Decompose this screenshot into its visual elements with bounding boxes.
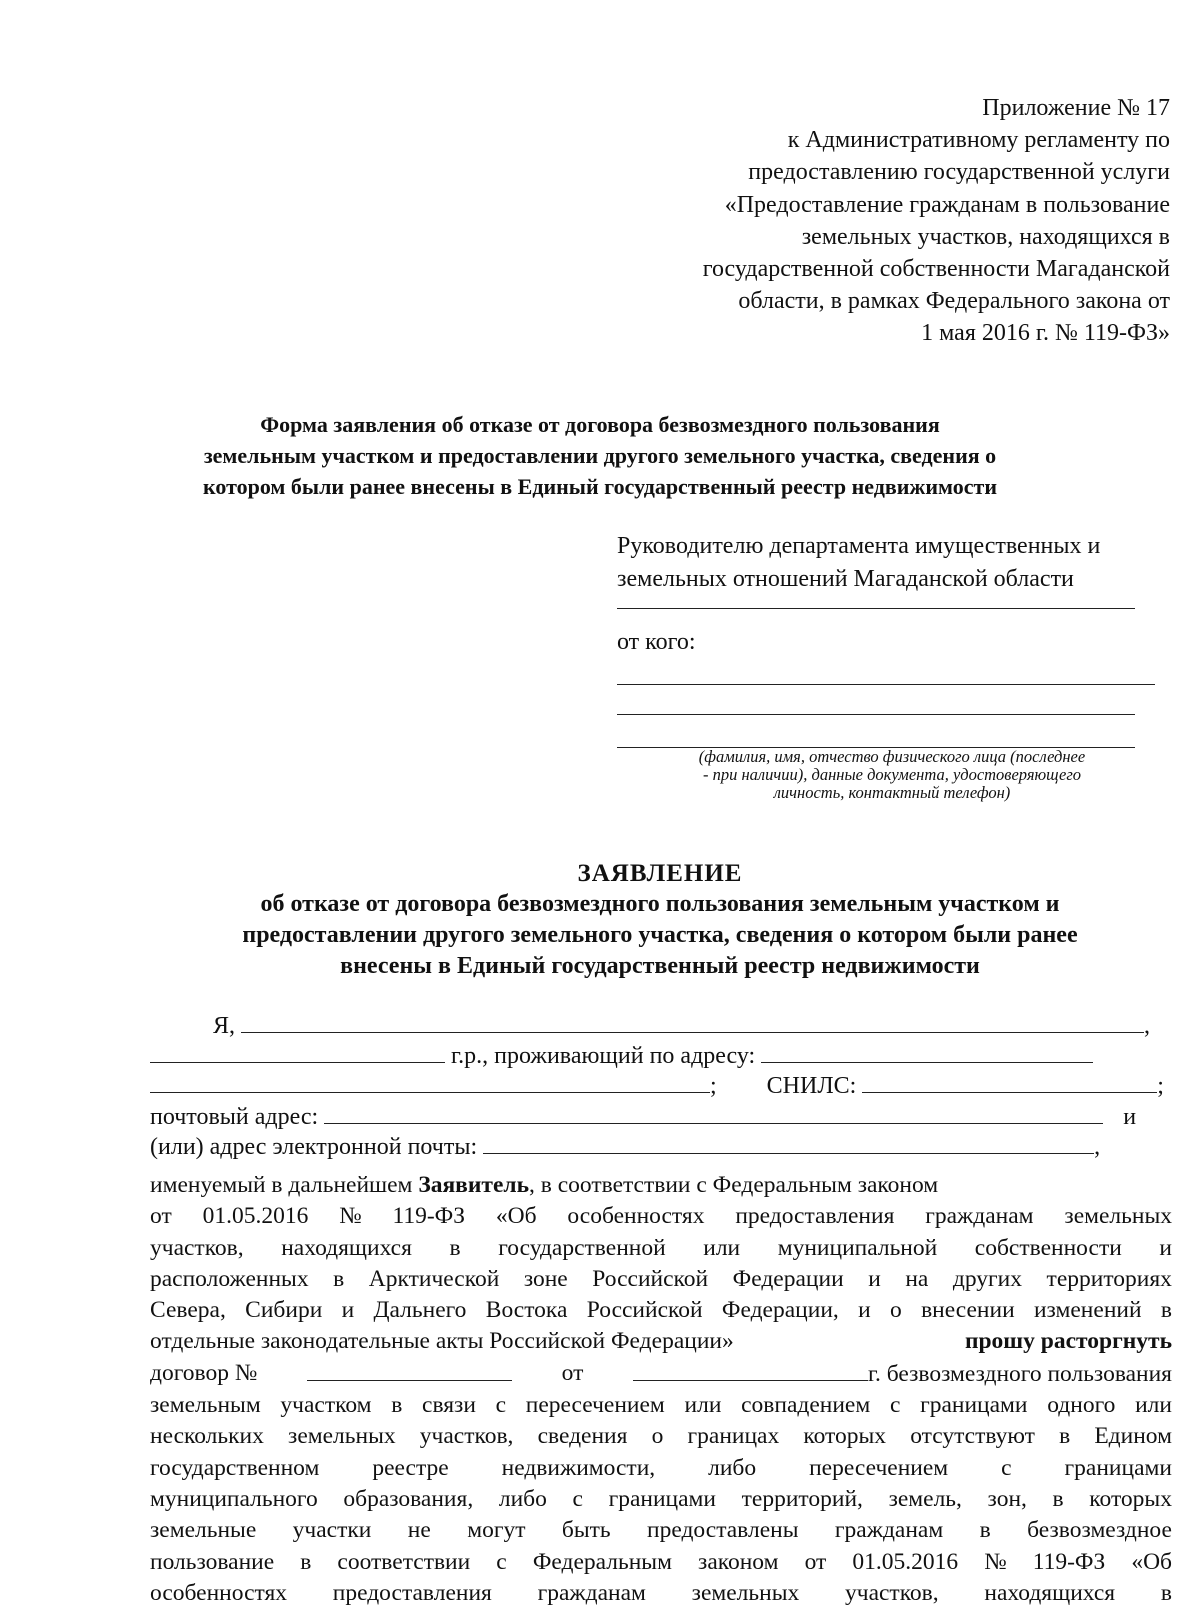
body-line [150,1515,1172,1546]
i-label: Я, [213,1013,236,1039]
snils-label: СНИЛС: [766,1073,857,1099]
request-phrase: прошу расторгнуть [964,1328,1172,1355]
appendix-line: предоставлению государственной услуги [748,159,1170,186]
residence-address-field[interactable] [761,1040,1093,1063]
word: совпадением [741,1392,871,1419]
from-line-2[interactable] [617,714,1135,715]
body-line [150,1453,1172,1484]
word: Сибири [245,1297,323,1324]
word: Севера, [150,1297,226,1324]
word: в [1059,1423,1071,1450]
word: участком [280,1392,372,1419]
comma: , [1144,1013,1151,1039]
residence-label: г.р., проживающий по адресу: [451,1043,756,1069]
body-line [150,1170,1172,1201]
hint-line: - при наличии), данные документа, удостоверяющего [702,765,1082,784]
word: 01.05.2016 [202,1203,309,1230]
word: связи [422,1392,476,1419]
addressee-block [617,530,1177,596]
contract-label: договор № [150,1359,258,1386]
word: предоставлены [647,1517,799,1544]
applicant-name-row [213,1010,1150,1041]
word: или [703,1234,741,1261]
word: зон, [987,1485,1027,1512]
word: безвозмездное [1027,1517,1172,1544]
contract-date-field[interactable] [633,1358,868,1381]
word: особенностях [150,1579,288,1606]
applicant-hint [617,748,1167,802]
word: которых [803,1423,887,1450]
word: и [1159,1234,1172,1261]
word: с [889,1392,901,1419]
from-date-label: от [561,1359,584,1386]
word: № [339,1203,362,1230]
birth-year-field[interactable] [150,1040,445,1063]
word: пересечением [525,1392,665,1419]
body-line [150,1201,1172,1232]
word: от [150,1203,172,1230]
semicolon: ; [1157,1073,1164,1099]
word: Дальнего [373,1297,467,1324]
word: границами [608,1485,717,1512]
word: территориях [1046,1265,1172,1292]
word: участков, [845,1579,939,1606]
word: от [804,1548,827,1575]
applicant-name-field[interactable] [241,1010,1144,1033]
postal-label: почтовый адрес: [150,1104,319,1130]
and-label: и [1123,1104,1137,1130]
word: государственной [498,1234,666,1261]
word: 01.05.2016 [852,1548,959,1575]
word: на [905,1265,929,1292]
word: которых [1089,1485,1172,1512]
addressee-name-line[interactable] [617,608,1135,609]
addressee-line: Руководителю департамента имущественных и [617,533,1101,559]
word: земельным [150,1392,261,1419]
word: пересечением [809,1454,949,1481]
word: гражданам [925,1203,1034,1230]
word: расположенных [150,1265,309,1292]
word: в [300,1548,312,1575]
word: о [890,1297,902,1324]
word: могут [467,1517,526,1544]
word: земельные [150,1517,257,1544]
word: предоставления [332,1579,492,1606]
form-title [40,409,1160,502]
body-line [150,1421,1172,1452]
word: Федерации, [721,1297,839,1324]
word: быть [561,1517,611,1544]
word: в [333,1265,345,1292]
form-title-line: Форма заявления об отказе от договора безвозмездного пользования [260,412,940,437]
word: государственном [150,1454,320,1481]
email-label: (или) адрес электронной почты: [150,1134,478,1160]
word: других [952,1265,1022,1292]
address-snils-row [150,1070,1164,1101]
addressee-line: земельных отношений Магаданской области [617,566,1074,592]
statement-title [40,858,1200,982]
word: территорий, [741,1485,863,1512]
hint-line: личность, контактный телефон) [773,783,1011,802]
word: Востока [485,1297,568,1324]
word: с [572,1485,583,1512]
semicolon: ; [710,1073,717,1099]
appendix-header [550,92,1170,350]
word: или [684,1392,722,1419]
word: с [496,1548,507,1575]
word: зоне [523,1265,568,1292]
word: участки [292,1517,372,1544]
postal-row [150,1101,1136,1132]
word: земель, [888,1485,962,1512]
word: границами [920,1392,1028,1419]
appendix-line: к Административному регламенту по [787,127,1170,154]
body-line [150,1295,1172,1326]
body-line [150,1547,1172,1578]
residence-address-continued-field[interactable] [150,1070,710,1093]
word: муниципальной [777,1234,938,1261]
word: гражданам [537,1579,646,1606]
appendix-line: области, в рамках Федерального закона от [738,288,1170,315]
word: в [1160,1579,1172,1606]
word: изменений [1033,1297,1142,1324]
word: находящихся [281,1234,412,1261]
word: гражданам [834,1517,944,1544]
word: реестре [372,1454,449,1481]
word: границах [687,1423,780,1450]
snils-field[interactable] [862,1070,1157,1093]
word: о [651,1423,664,1450]
word: либо [708,1454,757,1481]
body-text: отдельные законодательные акты Российской Федерации» [150,1328,740,1355]
word: «Об [495,1203,537,1230]
postal-address-field[interactable] [324,1101,1103,1124]
word: особенностях [567,1203,705,1230]
word: внесении [921,1297,1015,1324]
body-line [150,1390,1172,1421]
body-line [150,1358,1172,1390]
email-row [150,1131,1100,1162]
word: отсутствуют [910,1423,1035,1450]
hint-line: (фамилия, имя, отчество физического лица (последнее [698,747,1086,766]
word: не [407,1517,431,1544]
statement-body [150,1170,1172,1609]
word: в [1160,1297,1172,1324]
appendix-line: земельных участков, находящихся в [801,223,1170,250]
comma: , [1094,1134,1101,1160]
word: земельных [1064,1203,1172,1230]
word: земельных [691,1579,800,1606]
from-line-1[interactable] [617,684,1155,685]
word: муниципального [150,1485,318,1512]
word: находящихся [984,1579,1116,1606]
word: Российской [592,1265,709,1292]
from-label: от кого: [617,629,696,655]
word: границами [1064,1454,1172,1481]
statement-subheading-line: предоставлении другого земельного участка, сведения о котором были ранее [242,922,1078,948]
word: сведения [537,1423,628,1450]
word: одного [1047,1392,1116,1419]
word: в [1052,1485,1064,1512]
word: в [979,1517,991,1544]
birth-address-row [150,1040,1093,1071]
word: нескольких [150,1423,264,1450]
contract-number-field[interactable] [307,1358,512,1381]
statement-subheading-line: внесены в Единый государственный реестр недвижимости [340,953,980,979]
word: с [1001,1454,1012,1481]
word: или [1135,1392,1172,1419]
body-line [150,1233,1172,1264]
word: «Об [1131,1548,1172,1575]
appendix-line: 1 мая 2016 г. № 119-ФЗ» [921,320,1170,347]
word: законом [698,1548,779,1575]
word: соответствии [337,1548,471,1575]
word: Российской [586,1297,703,1324]
word: и [858,1297,871,1324]
word: в [449,1234,461,1261]
email-field[interactable] [483,1131,1094,1154]
form-title-line: котором были ранее внесены в Единый государственный реестр недвижимости [202,474,997,499]
word: 119-ФЗ [392,1203,466,1230]
statement-heading: ЗАЯВЛЕНИЕ [577,860,743,887]
word: собственности [974,1234,1122,1261]
word: либо [498,1485,547,1512]
body-text: г. безвозмездного пользования [868,1360,1172,1387]
word: Федерации [732,1265,844,1292]
body-line [150,1578,1172,1609]
statement-subheading-line: об отказе от договора безвозмездного пользования земельным участком и [260,891,1060,917]
word: Арктической [368,1265,500,1292]
word: недвижимости, [501,1454,656,1481]
word: и [868,1265,881,1292]
word: образования, [343,1485,474,1512]
word: и [341,1297,355,1324]
word: в [391,1392,403,1419]
appendix-line: «Предоставление гражданам в пользование [724,191,1170,218]
appendix-line: государственной собственности Магаданской [702,256,1170,283]
body-text: , в соответствии с Федеральным законом [529,1172,939,1198]
body-line [150,1484,1172,1515]
appendix-line: Приложение № 17 [982,95,1170,121]
applicant-term: Заявитель [418,1172,529,1198]
form-title-line: земельным участком и предоставлении другого земельного участка, сведения о [203,443,997,468]
word: Едином [1094,1423,1172,1450]
word: Федеральным [532,1548,672,1575]
word: № [984,1548,1007,1575]
word: участков, [150,1234,244,1261]
body-text: именуемый в дальнейшем [150,1172,419,1198]
word: 119-ФЗ [1032,1548,1106,1575]
body-line [150,1326,1172,1357]
body-line [150,1264,1172,1295]
word: земельных [288,1423,396,1450]
word: с [495,1392,507,1419]
word: пользование [150,1548,275,1575]
word: предоставления [735,1203,895,1230]
word: участков, [419,1423,514,1450]
